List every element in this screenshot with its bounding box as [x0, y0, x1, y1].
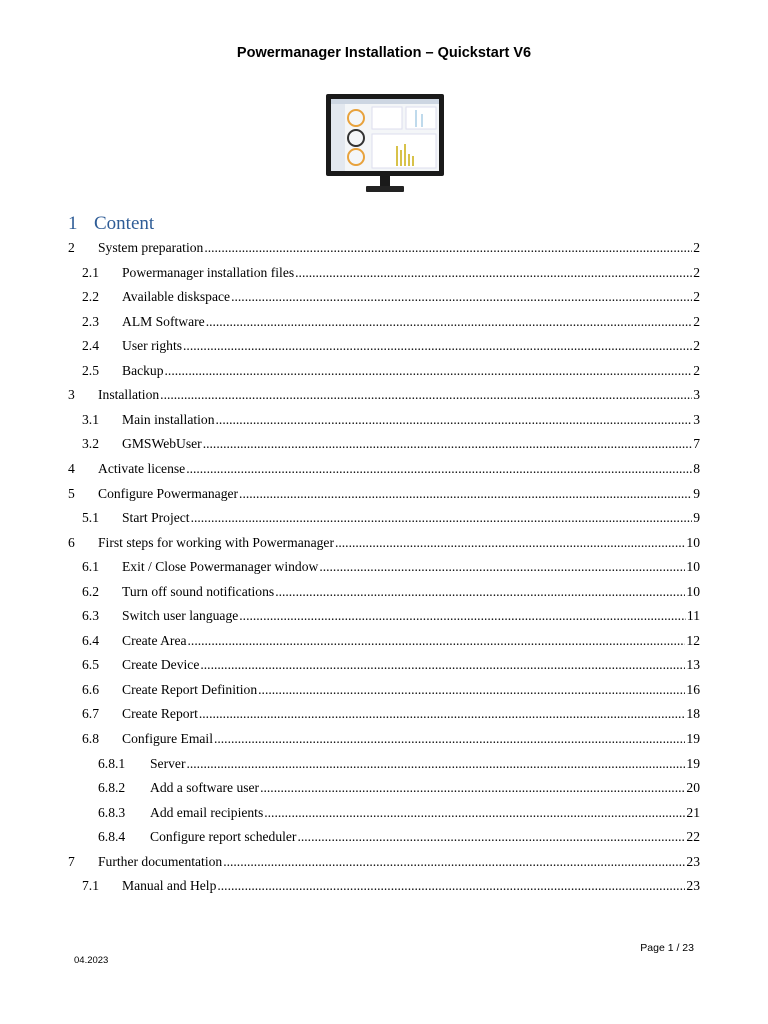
toc-entry-page: 2 — [693, 313, 700, 329]
toc-entry-number: 2 — [68, 240, 75, 255]
toc-entry-number: 7.1 — [82, 878, 99, 894]
toc-entry-number: 4 — [68, 460, 75, 476]
toc-entry-page: 10 — [686, 534, 700, 550]
toc-entry-title: Add a software user — [150, 780, 260, 796]
toc-entry-number: 5.1 — [82, 510, 99, 526]
toc-dot-leader — [258, 680, 685, 700]
toc-dot-leader — [191, 508, 693, 528]
toc-dot-leader — [214, 729, 685, 749]
toc-entry[interactable] — [68, 533, 700, 553]
toc-entry-number: 6.5 — [82, 657, 99, 673]
toc-entry-number: 6.8.2 — [98, 780, 126, 796]
document-date: 04.2023 — [74, 955, 109, 966]
toc-entry[interactable] — [68, 434, 700, 454]
toc-entry-page: 23 — [686, 878, 700, 894]
toc-entry-page: 2 — [693, 264, 700, 280]
toc-entry[interactable] — [68, 484, 700, 504]
toc-entry[interactable] — [68, 336, 700, 356]
toc-entry-number: 6.8.3 — [98, 804, 126, 820]
toc-entry-page: 23 — [686, 853, 700, 869]
toc-entry-title: Available diskspace — [122, 289, 231, 305]
toc-entry-page: 8 — [693, 460, 700, 476]
toc-entry-title: Configure report scheduler — [150, 829, 297, 845]
toc-dot-leader — [231, 287, 692, 307]
toc-entry-title: Exit / Close Powermanager window — [122, 559, 319, 575]
toc-entry-page: 22 — [686, 829, 700, 845]
toc-entry-page: 10 — [686, 583, 700, 599]
toc-entry[interactable] — [68, 704, 700, 724]
toc-entry-title: Add email recipients — [150, 804, 264, 820]
toc-entry-number: 5 — [68, 485, 75, 501]
toc-entry-title: Installation — [98, 387, 160, 403]
toc-entry-page: 20 — [686, 780, 700, 796]
toc-entry-page: 10 — [686, 559, 700, 575]
toc-entry[interactable] — [68, 287, 700, 307]
toc-entry-page: 3 — [693, 387, 700, 403]
toc-entry-number: 3.2 — [82, 436, 99, 452]
toc-dot-leader — [295, 263, 692, 283]
toc-entry[interactable] — [68, 410, 700, 430]
toc-entry-number: 6.3 — [82, 608, 99, 624]
toc-entry[interactable] — [68, 459, 700, 479]
toc-dot-leader — [297, 827, 685, 847]
toc-entry-page: 21 — [686, 804, 700, 820]
toc-heading — [68, 213, 154, 235]
toc-dot-leader — [183, 336, 692, 356]
toc-entry-number: 2.2 — [82, 289, 99, 305]
toc-entry-page: 19 — [686, 755, 700, 771]
toc-entry-title: Turn off sound notifications — [122, 583, 275, 599]
toc-entry[interactable] — [68, 508, 700, 528]
toc-entry-number: 6.7 — [82, 706, 99, 722]
toc-dot-leader — [239, 484, 692, 504]
toc-dot-leader — [217, 876, 685, 896]
toc-entry-number: 6 — [68, 534, 75, 550]
toc-entry-page: 2 — [693, 289, 700, 305]
toc-entry-page: 7 — [693, 436, 700, 452]
toc-entry-page: 18 — [686, 706, 700, 722]
toc-entry[interactable] — [68, 778, 700, 798]
toc-entry-number: 6.1 — [82, 559, 99, 575]
toc-entry-page: 9 — [693, 485, 700, 501]
toc-entry-number: 2.3 — [82, 313, 99, 329]
toc-dot-leader — [199, 704, 686, 724]
toc-entry-title: First steps for working with Powermanager — [98, 534, 334, 550]
toc-entry-page: 3 — [693, 411, 700, 427]
toc-entry[interactable] — [68, 385, 700, 405]
toc-entry[interactable] — [68, 852, 700, 872]
toc-entry-title: Switch user language — [122, 608, 239, 624]
toc-entry-page: 11 — [686, 608, 700, 624]
toc-dot-leader — [216, 410, 693, 430]
toc-entry-page: 16 — [686, 681, 700, 697]
toc-entry-title: Server — [150, 755, 186, 771]
toc-entry-number: 6.8.4 — [98, 829, 126, 845]
toc-entry-title: Configure Powermanager — [98, 485, 239, 501]
toc-dot-leader — [223, 852, 685, 872]
toc-entry-title: System preparation — [98, 240, 204, 255]
toc-dot-leader — [260, 778, 685, 798]
toc-entry-page: 9 — [693, 510, 700, 526]
toc-entry-title: GMSWebUser — [122, 436, 202, 452]
toc-heading-text: Content — [94, 213, 155, 234]
toc-entry-number: 6.4 — [82, 632, 99, 648]
toc-entry-number: 2.5 — [82, 362, 99, 378]
toc-entry-title: Start Project — [122, 510, 190, 526]
toc-entry-title: Powermanager installation files — [122, 264, 295, 280]
toc-dot-leader — [204, 238, 692, 258]
monitor-dashboard-icon — [326, 94, 444, 196]
toc-entry[interactable] — [68, 582, 700, 602]
document-title: Powermanager Installation – Quickstart V6 — [236, 45, 532, 61]
toc-entry[interactable] — [68, 238, 700, 258]
toc-dot-leader — [200, 655, 685, 675]
toc-entry-page: 2 — [693, 338, 700, 354]
toc-entry-number: 7 — [68, 853, 75, 869]
toc-dot-leader — [188, 631, 686, 651]
toc-entry[interactable] — [68, 803, 700, 823]
toc-dot-leader — [203, 434, 692, 454]
toc-entry-number: 6.8.1 — [98, 755, 126, 771]
toc-heading-number: 1 — [68, 213, 78, 234]
toc-dot-leader — [206, 312, 693, 332]
toc-entry[interactable] — [68, 606, 700, 626]
toc-entry-title: Create Device — [122, 657, 200, 673]
toc-entry-page: 19 — [686, 731, 700, 746]
toc-entry-number: 6.8 — [82, 731, 99, 746]
toc-entry-title: Main installation — [122, 411, 215, 427]
toc-entry[interactable] — [68, 631, 700, 651]
page-number: Page 1 / 23 — [640, 942, 694, 954]
toc-entry-page: 12 — [686, 632, 700, 648]
toc-entry-title: Configure Email — [122, 731, 213, 746]
toc-entry-title: Further documentation — [98, 853, 223, 869]
toc-entry-page: 2 — [693, 240, 700, 255]
toc-entry[interactable] — [68, 263, 700, 283]
toc-entry-title: User rights — [122, 338, 183, 354]
toc-entry[interactable] — [68, 655, 700, 675]
toc-dot-leader — [186, 754, 685, 774]
toc-entry-title: Create Report Definition — [122, 681, 258, 697]
toc-entry-page: 13 — [686, 657, 700, 673]
toc-dot-leader — [319, 557, 685, 577]
toc-dot-leader — [186, 459, 692, 479]
toc-entry-number: 3.1 — [82, 411, 99, 427]
toc-dot-leader — [165, 361, 693, 381]
toc-entry-title: Backup — [122, 362, 164, 378]
toc-entry[interactable] — [68, 312, 700, 332]
toc-dot-leader — [335, 533, 685, 553]
toc-entry[interactable] — [68, 876, 700, 896]
toc-entry-number: 2.4 — [82, 338, 99, 354]
toc-dot-leader — [275, 582, 685, 602]
toc-entry[interactable] — [68, 361, 700, 381]
toc-entry[interactable] — [68, 827, 700, 847]
toc-entry-number: 3 — [68, 387, 75, 403]
toc-entry-title: Create Report — [122, 706, 198, 722]
toc-dot-leader — [264, 803, 685, 823]
toc-entry[interactable] — [68, 557, 700, 577]
toc-entry-title: Create Area — [122, 632, 187, 648]
toc-entry-page: 2 — [693, 362, 700, 378]
toc-entry-title: Manual and Help — [122, 878, 217, 894]
toc-dot-leader — [160, 385, 692, 405]
toc-entry-number: 2.1 — [82, 264, 99, 280]
toc-entry[interactable] — [68, 754, 700, 774]
toc-entry-number: 6.6 — [82, 681, 99, 697]
toc-entry[interactable] — [68, 729, 700, 749]
toc-dot-leader — [239, 606, 686, 626]
toc-entry-title: ALM Software — [122, 313, 205, 329]
toc-entry-title: Activate license — [98, 460, 186, 476]
toc-entry-number: 6.2 — [82, 583, 99, 599]
toc-entry[interactable] — [68, 680, 700, 700]
